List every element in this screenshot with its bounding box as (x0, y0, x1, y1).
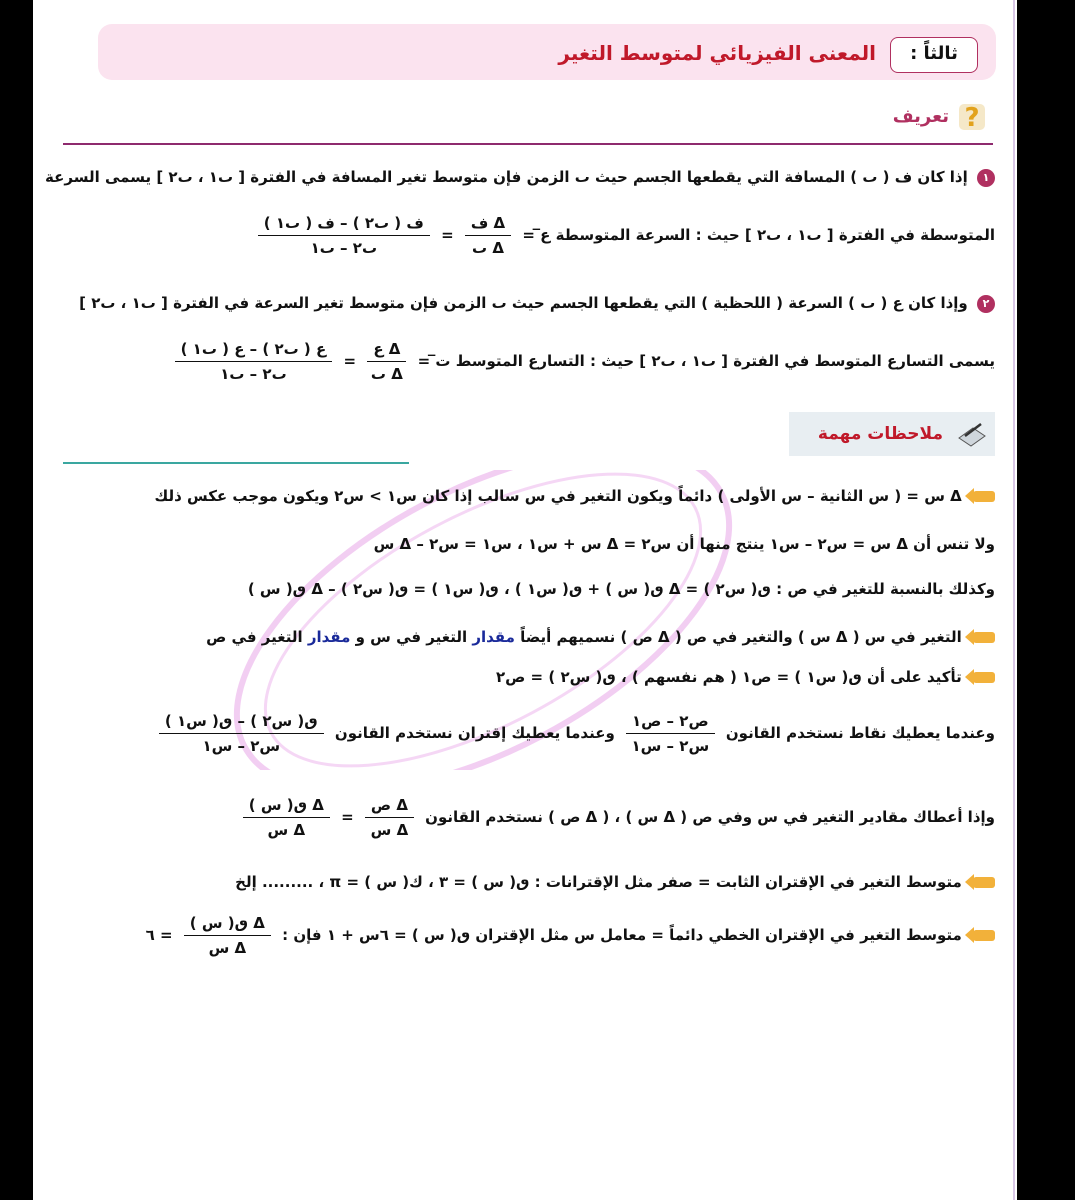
fraction (184, 914, 271, 957)
item-1-formula-text: المتوسطة في الفترة [ ٮ١ ، ٮ٢ ] حيث : السرعة المتوسطة ع̅ = (522, 226, 995, 244)
arrow-bullet-icon (973, 930, 995, 941)
note-2-highlight: مقدار (472, 628, 515, 646)
definition-item-2-formula (169, 340, 995, 383)
section-title-band (98, 24, 996, 80)
question-icon (957, 100, 989, 132)
fraction-numerator: Δ ع (367, 340, 406, 362)
fraction-denominator: س٢ – س١ (202, 737, 281, 755)
fraction (243, 796, 330, 839)
note-1 (154, 487, 995, 505)
note-4 (153, 712, 995, 755)
note-7-result: = ٦ (145, 926, 173, 944)
section-number-label: ثالثاً : (890, 37, 978, 73)
equals-sign: = (341, 808, 354, 826)
note-6 (235, 873, 995, 891)
definition-heading-label: تعريف (892, 106, 949, 127)
definition-item-1 (45, 168, 995, 187)
item-number-badge: ٢ (977, 295, 995, 313)
item-2-formula-text: يسمى التسارع المتوسط في الفترة [ ٮ١ ، ٮ٢ ] حيث : التسارع المتوسط ت̅ = (417, 352, 995, 370)
note-1-text: Δ س = ( س الثانية – س الأولى ) دائماً ويكون التغير في س سالب إذا كان س١ > س٢ ويكون موجب عكس ذلك (154, 487, 962, 505)
arrow-bullet-icon (973, 632, 995, 643)
note-2-text: التغير في س و (355, 628, 468, 646)
definition-item-2 (79, 294, 995, 313)
notes-heading (789, 412, 995, 456)
notes-heading-label: ملاحظات مهمة (817, 424, 943, 444)
arrow-bullet-icon (973, 491, 995, 502)
item-2-text: وإذا كان ع ( ٮ ) السرعة ( اللحظية ) التي يقطعها الجسم حيث ٮ الزمن فإن متوسط تغير السرعة في الفترة [ ٮ١ ، ٮ٢ ] (79, 294, 968, 312)
note-7 (146, 914, 995, 957)
definition-divider (63, 143, 993, 145)
fraction-numerator: ف ( ٮ٢ ) – ف ( ٮ١ ) (258, 214, 430, 236)
item-number-badge: ١ (977, 169, 995, 187)
fraction-denominator: Δ س (370, 821, 409, 839)
note-4-text: وعندما يعطيك إقتران نستخدم القانون (334, 724, 615, 742)
note-1b (374, 535, 995, 553)
notes-divider (63, 462, 409, 464)
fraction (465, 214, 511, 257)
note-1c (248, 580, 995, 598)
fraction-numerator: Δ ٯ( س ) (243, 796, 330, 818)
page-border (1013, 0, 1015, 1200)
fraction (626, 712, 715, 755)
note-1c-text: وكذلك بالنسبة للتغير في ص : ٯ( س٢ ) = Δ ٯ( س ) + ٯ( س١ ) ، ٯ( س١ ) = ٯ( س٢ ) – Δ ٯ( س ) (247, 580, 995, 598)
note-3 (496, 668, 995, 686)
fraction-denominator: Δ س (208, 939, 247, 957)
fraction (159, 712, 324, 755)
note-1b-text: ولا تنس أن Δ س = س٢ – س١ ينتج منها أن س٢ = Δ س + س١ ، س١ = س٢ – Δ س (373, 535, 995, 553)
fraction-numerator: ع ( ٮ٢ ) – ع ( ٮ١ ) (175, 340, 333, 362)
note-6-text: متوسط التغير في الإقتران الثابت = صفر مثل الإقترانات : ٯ( س ) = ٣ ، ك( س ) = π ، ......... إلخ (235, 873, 962, 891)
note-2-text: التغير في س ( Δ س ) والتغير في ص ( Δ ص ) نسميهم أيضاً (520, 628, 962, 646)
note-5 (237, 796, 995, 839)
fraction (367, 340, 406, 383)
fraction-denominator: Δ ٮ (472, 239, 504, 257)
fraction (258, 214, 430, 257)
note-2-text: التغير في ص (206, 628, 303, 646)
note-4-text: وعندما يعطيك نقاط نستخدم القانون (725, 724, 995, 742)
arrow-bullet-icon (973, 672, 995, 683)
definition-item-1-formula (252, 214, 995, 257)
fraction-denominator: س٢ – س١ (631, 737, 710, 755)
equals-sign: = (343, 352, 357, 370)
fraction-denominator: ٮ٢ – ٮ١ (220, 365, 287, 383)
note-7-text: متوسط التغير في الإقتران الخطي دائماً = معامل س مثل الإقتران ٯ( س ) = ٦س + ١ فإن : (282, 926, 962, 944)
section-title: المعنى الفيزيائي لمتوسط التغير (558, 41, 876, 65)
document-page (33, 0, 1017, 1200)
note-2 (206, 628, 995, 646)
fraction (365, 796, 414, 839)
equals-sign: = (441, 226, 454, 244)
fraction-numerator: ٯ( س٢ ) – ٯ( س١ ) (159, 712, 324, 734)
note-3-text: تأكيد على أن ٯ( س١ ) = ص١ ( هم نفسهم ) ، ٯ( س٢ ) = ص٢ (496, 668, 962, 686)
svg-text:?: ? (964, 103, 980, 132)
fraction-numerator: Δ ص (365, 796, 414, 818)
note-5-text: وإذا أعطاك مقادير التغير في س وفي ص ( Δ س ) ، ( Δ ص ) نستخدم القانون (425, 808, 995, 826)
fraction-denominator: ٮ٢ – ٮ١ (310, 239, 378, 257)
fraction-denominator: Δ س (267, 821, 306, 839)
fraction-denominator: Δ ٮ (370, 365, 403, 383)
notepad-pencil-icon (957, 420, 987, 448)
arrow-bullet-icon (973, 877, 995, 888)
item-1-text: إذا كان ف ( ٮ ) المسافة التي يقطعها الجسم حيث ٮ الزمن فإن متوسط تغير المسافة في الفترة [ ٮ١ ، ٮ٢ ] يسمى السرعة (45, 168, 968, 186)
fraction-numerator: Δ ٯ( س ) (184, 914, 271, 936)
fraction-numerator: Δ ف (465, 214, 511, 236)
fraction-numerator: ص٢ – ص١ (626, 712, 715, 734)
fraction (175, 340, 333, 383)
note-2-highlight: مقدار (307, 628, 351, 646)
